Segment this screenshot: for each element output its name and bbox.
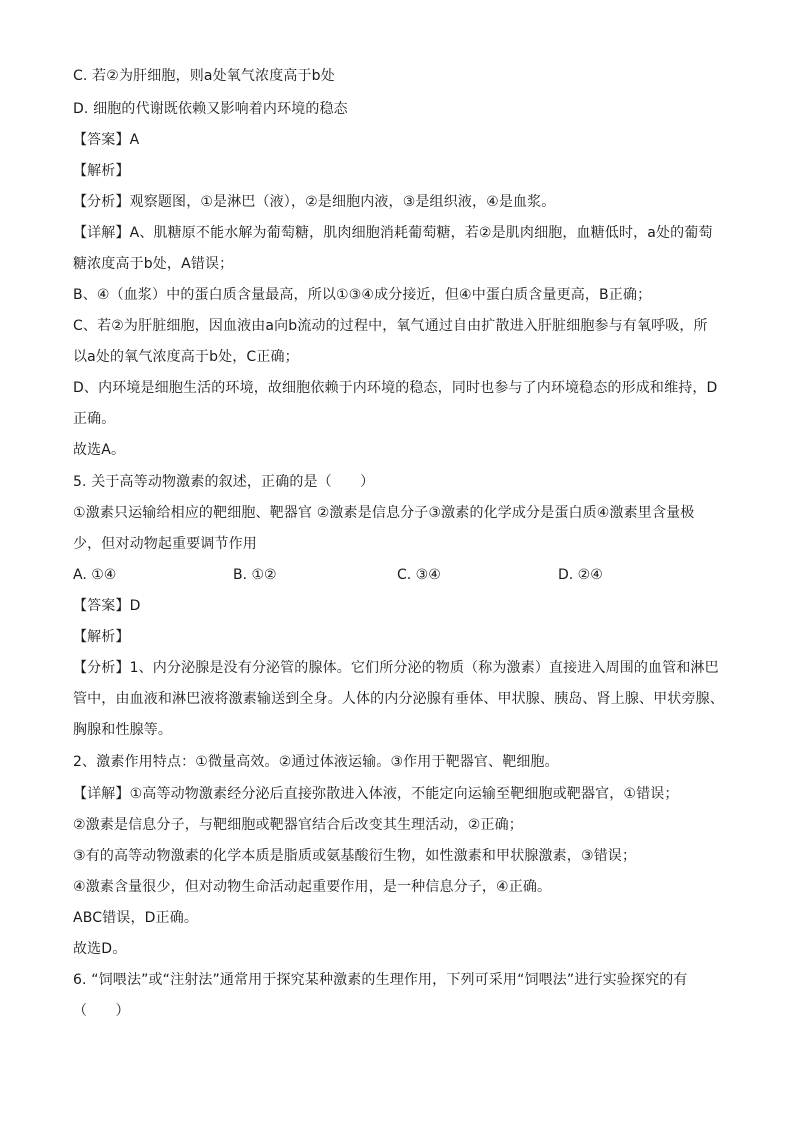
detail-text: ③有的高等动物激素的化学本质是脂质或氨基酸衍生物，如性激素和甲状腺激素，③错误； <box>73 848 637 864</box>
question-5-statements: ①激素只运输给相应的靶细胞、靶器官 ②激素是信息分子③激素的化学成分是蛋白质④激素里含量极 <box>73 505 695 521</box>
option-a: A. ①④ <box>73 567 117 583</box>
conclusion-text: 故选A。 <box>73 442 126 458</box>
detail-text: 正确。 <box>73 411 116 427</box>
detail-text: B、④（血浆）中的蛋白质含量最高，所以①③④成分接近，但④中蛋白质含量更高，B正确； <box>73 287 652 303</box>
option-b: B. ①② <box>233 567 277 583</box>
analysis-text: 2、激素作用特点：①微量高效。②通过体液运输。③作用于靶器官、靶细胞。 <box>73 754 559 770</box>
analysis-text: 胸腺和性腺等。 <box>73 722 173 738</box>
detail-text: 以a处的氧气浓度高于b处，C正确； <box>73 349 299 365</box>
question-5-statements: 少，但对动物起重要调节作用 <box>73 536 257 552</box>
detail-text: 【详解】A、肌糖原不能水解为葡萄糖，肌肉细胞消耗葡萄糖，若②是肌肉细胞，血糖低时，a处的葡萄 <box>73 225 713 241</box>
analysis-heading: 【解析】 <box>73 629 130 645</box>
question-5-title: 5. 关于高等动物激素的叙述，正确的是（ ） <box>73 474 375 490</box>
conclusion-text: ABC错误，D正确。 <box>73 910 198 926</box>
detail-text: 【详解】①高等动物激素经分泌后直接弥散进入体液，不能定向运输至靶细胞或靶器官，①错误； <box>73 786 679 802</box>
detail-text: ④激素含量很少，但对动物生命活动起重要作用，是一种信息分子，④正确。 <box>73 879 552 895</box>
analysis-text: 管中，由血液和淋巴液将激素输送到全身。人体的内分泌腺有垂体、甲状腺、胰岛、肾上腺、甲状旁腺、 <box>73 691 724 707</box>
analysis-heading: 【解析】 <box>73 163 130 179</box>
answer-label: 【答案】A <box>73 132 140 148</box>
option-c: C. ③④ <box>397 567 441 583</box>
detail-text: 糖浓度高于b处，A错误； <box>73 256 234 272</box>
answer-label: 【答案】D <box>73 598 141 614</box>
conclusion-text: 故选D。 <box>73 941 127 957</box>
detail-text: ②激素是信息分子，与靶细胞或靶器官结合后改变其生理活动，②正确； <box>73 817 523 833</box>
option-d: D. ②④ <box>558 567 603 583</box>
detail-text: C、若②为肝脏细胞，因血液由a向b流动的过程中，氧气通过自由扩散进入肝脏细胞参与有氧呼吸，所 <box>73 318 708 334</box>
question-6-title: 6. “饲喂法”或“注射法”通常用于探究某种激素的生理作用，下列可采用“饲喂法”进行实验探究的有 <box>73 972 688 988</box>
option-d-text: D. 细胞的代谢既依赖又影响着内环境的稳态 <box>73 101 348 117</box>
option-c-text: C. 若②为肝细胞，则a处氧气浓度高于b处 <box>73 68 335 84</box>
analysis-text: 【分析】1、内分泌腺是没有分泌管的腺体。它们所分泌的物质（称为激素）直接进入周围的血管和淋巴 <box>73 660 719 676</box>
analysis-text: 【分析】观察题图，①是淋巴（液），②是细胞内液，③是组织液，④是血浆。 <box>73 194 556 210</box>
detail-text: D、内环境是细胞生活的环境，故细胞依赖于内环境的稳态，同时也参与了内环境稳态的形成和维持，D <box>73 380 718 396</box>
question-6-title: （ ） <box>73 1003 130 1019</box>
